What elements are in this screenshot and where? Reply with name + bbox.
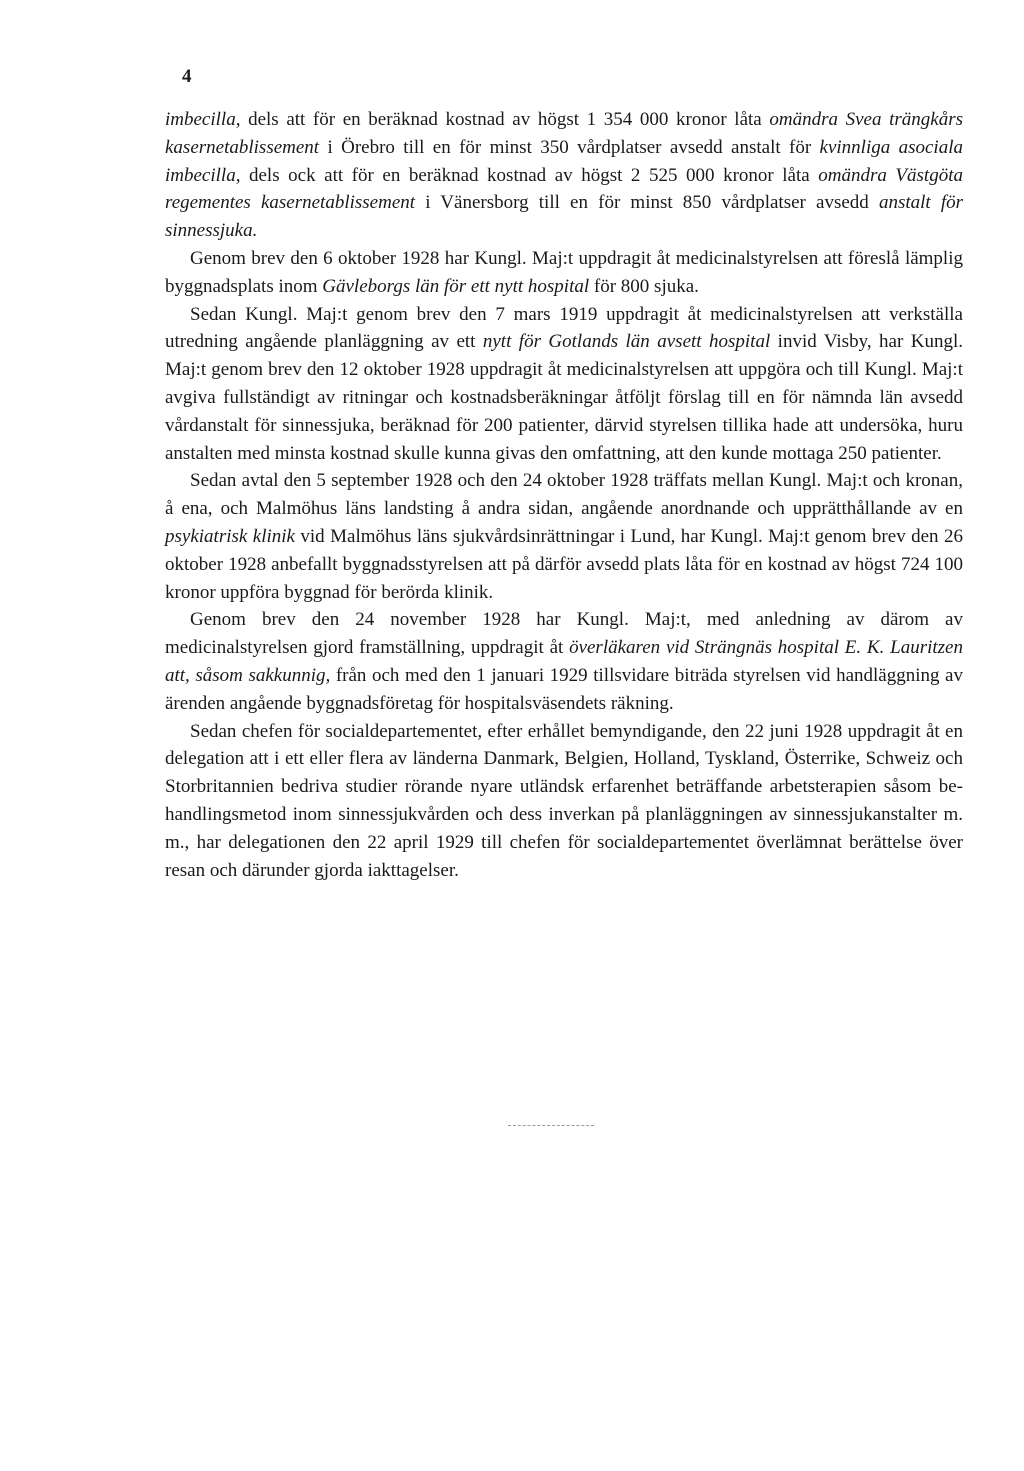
text-run: i Örebro till en för minst 350 vårdplatser avsedd anstalt för: [319, 136, 820, 158]
italic-text: imbecilla,: [165, 109, 241, 130]
text-run: dels ock att för en beräknad kostnad av högst 2 525 000 kronor låta: [240, 164, 819, 186]
paragraph: [165, 106, 963, 245]
text-run: Genom brev den 24 november 1928 har Kungl. Maj:t, med anledning av därom av medicinalstyrelsen gjord framställning, uppdragit åt: [165, 609, 963, 659]
section-divider: [508, 1125, 594, 1126]
italic-text: omändra Västgöta regementes kasernetablissement: [165, 164, 963, 214]
italic-text: psykiatrisk klinik: [165, 525, 295, 547]
text-run: dels att för en beräknad kostnad av högst 1 354 000 kronor låta: [240, 109, 770, 130]
text-run: i Vänersborg till en för minst 850 vårdplatser avsedd: [415, 192, 879, 214]
text-run: Sedan chefen för socialdepartementet, efter erhållet bemyndigande, den 22 juni 1928 uppdragit åt en delegation att i ett eller flera av länderna Danmark, Belgien, Holland, Tyskland, Österrike, Schweiz och Storbritannien bedriva studier rörande nyare utländsk erfarenhet beträffande arbetsterapien såsom behandlingsmetod inom sinnessjukvården och dess inverkan på planläggningen av sinnessjukanstalter m. m., har delegationen den 22 april 1929 till chefen för socialdepartementet överlämnat berättelse över resan och därunder gjorda iakttagelser.: [165, 720, 963, 881]
text-run: Sedan avtal den 5 september 1928 och den 24 oktober 1928 träffats mellan Kungl. Maj:t och kronan, å ena, och Malmöhus läns landsting å andra sidan, angående anordnande och upprätthållande av en: [165, 470, 963, 520]
italic-text: nytt för Gotlands län avsett hospital: [482, 331, 771, 353]
page-number: 4: [182, 66, 192, 87]
text-run: för 800 sjuka.: [589, 275, 699, 297]
italic-text: kvinnliga asociala imbecilla,: [165, 136, 963, 186]
paragraph: [165, 718, 963, 885]
text-run: vid Malmöhus läns sjukvårdsinrättningar i Lund, har Kungl. Maj:t genom brev den 26 oktober 1928 anbefallt byggnadsstyrelsen att på därför avsedd plats låta för en kostnad av högst 724 100 kronor uppföra byggnad för berörda klinik.: [165, 525, 963, 603]
paragraph: [165, 245, 963, 301]
paragraph: [165, 467, 963, 606]
text-run: Sedan Kungl. Maj:t genom brev den 7 mars 1919 uppdragit åt medicinalstyrelsen att verkställa utredning angående planläggning av ett: [165, 303, 963, 353]
italic-text: omändra Svea trängkårs kasernetablissement: [165, 109, 963, 158]
italic-text: Gävleborgs län för ett nytt hospital: [322, 275, 590, 297]
paragraph: [165, 301, 963, 468]
paragraph: [165, 606, 963, 717]
italic-text: anstalt för sinnessjuka.: [165, 192, 964, 242]
text-run: invid Visby, har Kungl. Maj:t genom brev den 12 oktober 1928 uppdragit åt medicinalstyrelsen att uppgöra och till Kungl. Maj:t avgiva fullständigt av ritningar och kostnadsberäkningar åtföljt förslag till en för nämnda län avsedd vårdanstalt för sinnessjuka, beräknad för 200 patienter, därvid styrelsen tillika hade att undersöka, huru anstalten med minsta kostnad skulle kunna givas den omfattning, att den kunde mottaga 250 patienter.: [165, 331, 963, 464]
text-run: Genom brev den 6 oktober 1928 har Kungl. Maj:t uppdragit åt medicinalstyrelsen att föreslå lämplig byggnadsplats inom: [165, 247, 963, 297]
italic-text: överläkaren vid Strängnäs hospital E. K. Lauritzen att, såsom sakkunnig,: [165, 637, 963, 686]
document-body: [165, 106, 963, 884]
text-run: från och med den 1 januari 1929 tillsvidare biträda styrelsen vid handläggning av ärenden angående byggnadsföretag för hospitalsväsendets räkning.: [165, 664, 963, 714]
